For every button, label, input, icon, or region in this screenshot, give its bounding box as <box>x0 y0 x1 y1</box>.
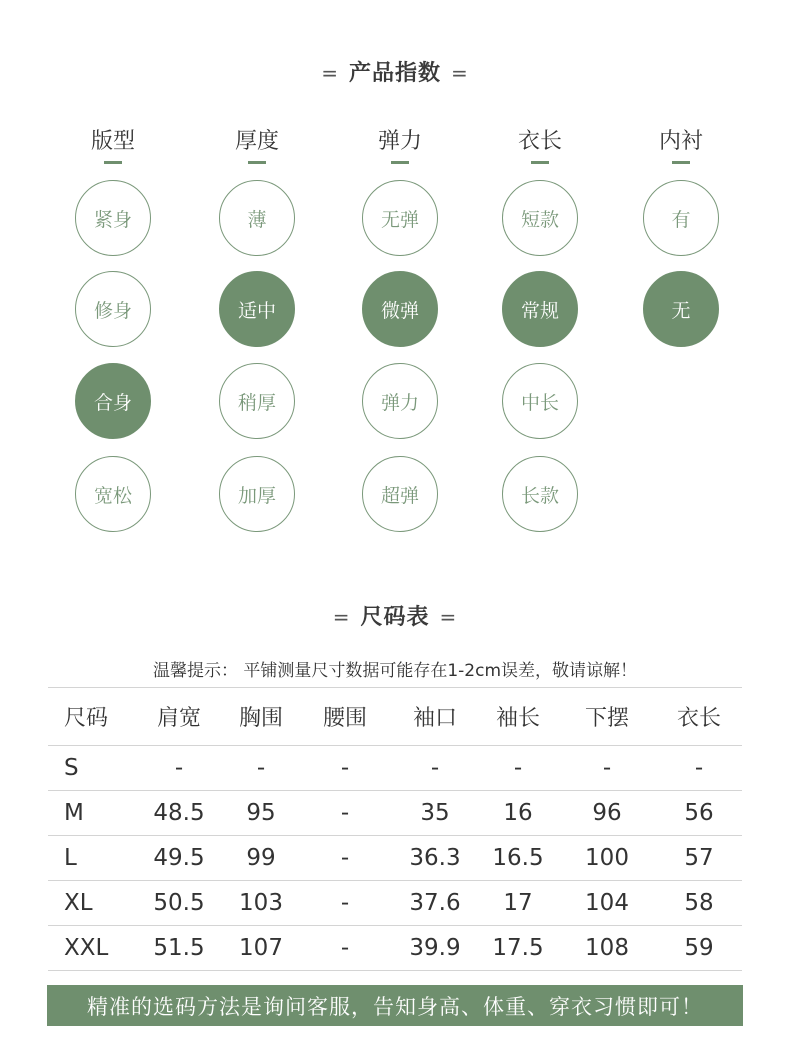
index-option: 薄 <box>219 180 295 256</box>
index-option: 加厚 <box>219 456 295 532</box>
table-header-cell: 肩宽 <box>134 688 224 746</box>
table-cell: - <box>134 746 224 791</box>
table-cell: - <box>298 746 392 791</box>
table-header-cell: 腰围 <box>298 688 392 746</box>
table-cell: 17.5 <box>478 926 558 971</box>
table-cell: - <box>298 881 392 926</box>
table-header-cell: 袖长 <box>478 688 558 746</box>
index-option: 有 <box>643 180 719 256</box>
table-cell: 56 <box>656 791 742 836</box>
table-cell: 36.3 <box>392 836 478 881</box>
size-chart-title <box>0 600 790 631</box>
table-row <box>48 836 742 881</box>
table-cell: 50.5 <box>134 881 224 926</box>
index-column-header-label: 衣长 <box>517 129 562 154</box>
index-option-selected: 无 <box>643 271 719 347</box>
table-row <box>48 746 742 791</box>
index-option: 无弹 <box>362 180 438 256</box>
header-underline <box>104 161 122 164</box>
header-underline <box>531 161 549 164</box>
index-option: 弹力 <box>362 363 438 439</box>
table-cell: - <box>656 746 742 791</box>
table-row <box>48 881 742 926</box>
index-column-header <box>350 124 450 164</box>
size-table <box>48 687 742 971</box>
table-cell: - <box>298 836 392 881</box>
footer-banner <box>47 985 743 1026</box>
table-cell: 35 <box>392 791 478 836</box>
index-option: 超弹 <box>362 456 438 532</box>
table-cell: 58 <box>656 881 742 926</box>
table-cell: 16 <box>478 791 558 836</box>
table-cell: 37.6 <box>392 881 478 926</box>
table-cell: 96 <box>558 791 656 836</box>
product-index-title-text: 产品指数 <box>348 61 441 86</box>
size-label-cell: L <box>48 836 134 881</box>
table-cell: 59 <box>656 926 742 971</box>
table-cell: 48.5 <box>134 791 224 836</box>
index-option: 修身 <box>75 271 151 347</box>
table-cell: 108 <box>558 926 656 971</box>
index-option: 中长 <box>502 363 578 439</box>
table-cell: 17 <box>478 881 558 926</box>
index-column-header-label: 内衬 <box>658 129 703 154</box>
index-option: 稍厚 <box>219 363 295 439</box>
table-cell: 100 <box>558 836 656 881</box>
size-chart-title-text: 尺码表 <box>360 605 430 630</box>
table-cell: - <box>478 746 558 791</box>
table-cell: 99 <box>224 836 298 881</box>
size-label-cell: XL <box>48 881 134 926</box>
table-cell: 104 <box>558 881 656 926</box>
index-column-header-label: 版型 <box>90 129 135 154</box>
table-header-cell: 袖口 <box>392 688 478 746</box>
index-option: 紧身 <box>75 180 151 256</box>
table-cell: - <box>224 746 298 791</box>
index-column-header-label: 弹力 <box>377 129 422 154</box>
index-option: 长款 <box>502 456 578 532</box>
index-column-header <box>490 124 590 164</box>
index-option-selected: 微弹 <box>362 271 438 347</box>
table-row <box>48 791 742 836</box>
table-cell: 107 <box>224 926 298 971</box>
index-column-header-label: 厚度 <box>234 129 279 154</box>
size-label-cell: XXL <box>48 926 134 971</box>
table-cell: - <box>298 926 392 971</box>
table-cell: - <box>392 746 478 791</box>
title-deco-left: = <box>321 61 339 85</box>
table-header-cell: 衣长 <box>656 688 742 746</box>
table-cell: - <box>558 746 656 791</box>
table-row <box>48 926 742 971</box>
title-deco-left: = <box>332 605 351 629</box>
table-header-cell: 下摆 <box>558 688 656 746</box>
table-header-cell: 尺码 <box>48 688 134 746</box>
table-cell: 95 <box>224 791 298 836</box>
index-option-selected: 合身 <box>75 363 151 439</box>
footer-text: 精准的选码方法是询问客服，告知身高、体重、穿衣习惯即可！ <box>87 994 703 1019</box>
table-header-row <box>48 688 742 746</box>
table-header-cell: 胸围 <box>224 688 298 746</box>
table-cell: 51.5 <box>134 926 224 971</box>
size-label-cell: M <box>48 791 134 836</box>
title-deco-right: = <box>439 605 458 629</box>
index-option: 短款 <box>502 180 578 256</box>
table-cell: - <box>298 791 392 836</box>
index-option-selected: 适中 <box>219 271 295 347</box>
index-option-selected: 常规 <box>502 271 578 347</box>
size-label-cell: S <box>48 746 134 791</box>
header-underline <box>391 161 409 164</box>
size-tip: 温馨提示： 平铺测量尺寸数据可能存在1-2cm误差，敬请谅解！ <box>152 661 638 681</box>
table-cell: 39.9 <box>392 926 478 971</box>
header-underline <box>672 161 690 164</box>
index-column-header <box>207 124 307 164</box>
table-cell: 16.5 <box>478 836 558 881</box>
table-cell: 103 <box>224 881 298 926</box>
product-index-title <box>0 56 790 87</box>
index-option: 宽松 <box>75 456 151 532</box>
index-column-header <box>63 124 163 164</box>
title-deco-right: = <box>451 61 469 85</box>
index-column-header <box>631 124 731 164</box>
header-underline <box>248 161 266 164</box>
table-cell: 57 <box>656 836 742 881</box>
table-cell: 49.5 <box>134 836 224 881</box>
